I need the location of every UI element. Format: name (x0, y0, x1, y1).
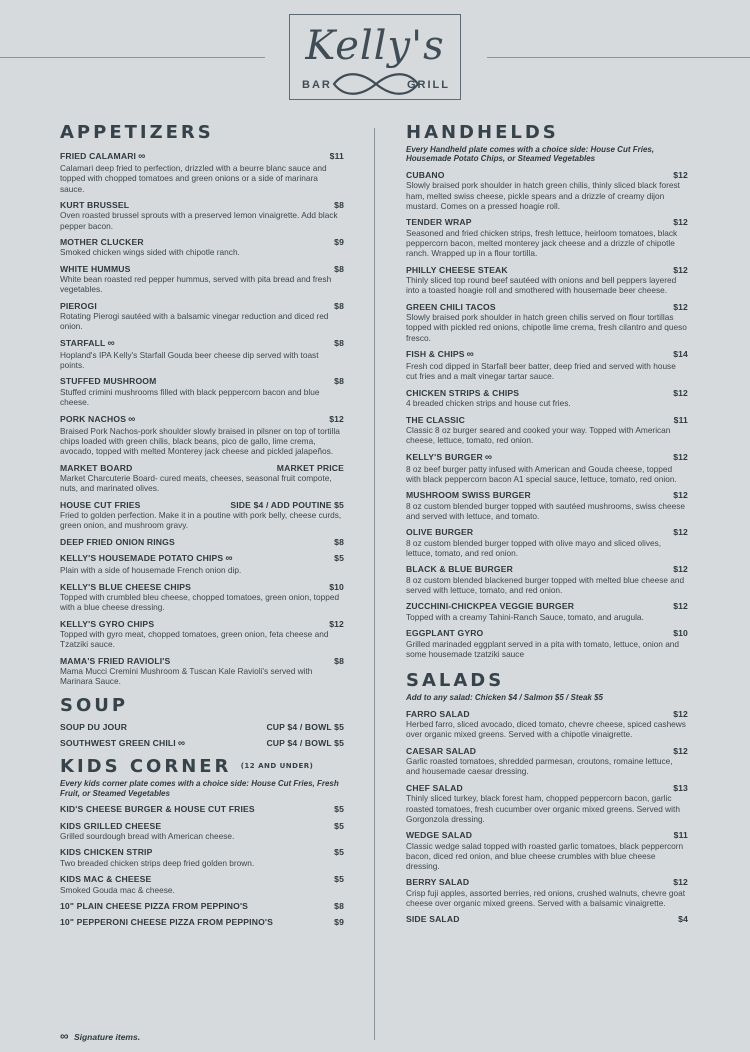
menu-item-header (60, 553, 344, 565)
menu-item-name: MAMA'S FRIED RAVIOLI'S (60, 655, 171, 666)
signature-legend (60, 1029, 140, 1043)
kids-list (60, 804, 344, 928)
menu-item (60, 804, 344, 814)
menu-item-header (406, 217, 688, 227)
menu-item-price: $9 (334, 917, 344, 928)
logo (289, 14, 461, 100)
menu-item-name-wrap (60, 500, 141, 510)
menu-item (406, 170, 688, 211)
menu-item-price: $4 (678, 914, 688, 925)
menu-item-description: Market Charcuterie Board- cured meats, cheeses, seasonal fruit compote, nuts, and marinated olives. (60, 473, 332, 494)
menu-item-description: Slowly braised pork shoulder in hatch green chilis served on flour tortillas topped with pickled red onions, chipotle lime crema, fresh cilantro and queso fresco. (406, 312, 687, 343)
kids-note: Every kids corner plate comes with a choice side: House Cut Fries, Fresh Fruit, or Steamed Vegetables (60, 779, 339, 798)
menu-item-name: OLIVE BURGER (406, 527, 474, 538)
menu-item-name-wrap (60, 376, 156, 386)
logo-rule-left (0, 57, 265, 58)
appetizers-section (60, 123, 344, 687)
menu-item-description: Grilled marinaded eggplant served in a pita with tomato, lettuce, onion and some housemade tzatziki sauce (406, 638, 680, 659)
soup-list (60, 722, 344, 751)
menu-item (406, 564, 688, 595)
menu-item-name: WEDGE SALAD (406, 830, 473, 841)
menu-item-name: THE CLASSIC (406, 414, 465, 425)
menu-item-name-wrap (406, 302, 496, 312)
menu-item-description: Braised Pork Nachos-pork shoulder slowly braised in pilsner on top of tortilla chips loaded with green chilis, black beans, pico de gallo, lime crema, avocado, topped with melted Monterey jack cheese and pickled jalapeños. (60, 425, 340, 457)
menu-item (60, 901, 344, 911)
menu-item-description: 8 oz custom blended burger topped with sautéed mushrooms, swiss cheese and served with lettuce, and tomato. (406, 500, 686, 522)
soup-section (60, 696, 344, 750)
menu-item-header (406, 452, 688, 464)
menu-item-price: $5 (334, 553, 344, 564)
menu-item-name-wrap (60, 804, 255, 814)
menu-item-name-wrap (406, 783, 463, 793)
menu-item-description: 4 breaded chicken strips and house cut fries. (406, 398, 571, 409)
menu-item-header (60, 656, 344, 666)
menu-item-price: $12 (673, 745, 688, 756)
menu-item-header (60, 821, 344, 831)
signature-icon: ∞ (138, 150, 145, 162)
menu-item-name: KELLY'S BURGER (406, 451, 483, 462)
menu-item-name-wrap (406, 452, 491, 464)
soup-title: SOUP (60, 694, 129, 716)
menu-item-price: CUP $4 / BOWL $5 (266, 738, 344, 749)
menu-item-name-wrap (406, 628, 483, 638)
menu-item-name: KELLY'S HOUSEMADE POTATO CHIPS (60, 553, 224, 564)
menu-item (60, 414, 344, 457)
menu-item-name-wrap (60, 821, 161, 831)
menu-item-price: $10 (673, 628, 688, 639)
menu-item (60, 500, 344, 531)
menu-item-description: Grilled sourdough bread with American cheese. (60, 831, 235, 842)
menu-item-name: 10" PEPPERONI CHEESE PIZZA FROM PEPPINO'S (60, 917, 273, 928)
menu-item-description: Topped with gyro meat, chopped tomatoes, green onion, feta cheese and Tzatziki sauce. (60, 629, 329, 650)
menu-item-price: $12 (329, 618, 344, 629)
menu-item (406, 415, 688, 446)
menu-item-name: PHILLY CHEESE STEAK (406, 264, 508, 275)
menu-item-name-wrap (60, 151, 144, 163)
menu-item-price: $12 (673, 387, 688, 398)
menu-item-name: 10" PLAIN CHEESE PIZZA FROM PEPPINO'S (60, 900, 249, 911)
menu-item (406, 746, 688, 777)
menu-item-price: $12 (673, 169, 688, 180)
menu-item-price: $12 (673, 708, 688, 719)
menu-item-price: $8 (334, 900, 344, 911)
menu-item-description: Herbed farro, sliced avocado, diced tomato, chevre cheese, spiced cashews over organic mixed greens. Served with a chipotle vinaigrette. (406, 719, 686, 740)
menu-item-price: $12 (673, 451, 688, 462)
menu-item-name: GREEN CHILI TACOS (406, 301, 496, 312)
menu-item-description: Seasoned and fried chicken strips, fresh lettuce, heirloom tomatoes, black peppercorn bacon, melted monterey jack cheese and a drizzle of chipotle ranch. Wrapped up in a flour tortilla. (406, 227, 678, 259)
menu-item-name: CAESAR SALAD (406, 745, 477, 756)
menu-item-header (60, 738, 344, 750)
menu-item-price: SIDE $4 / ADD POUTINE $5 (230, 499, 344, 510)
signature-icon: ∞ (107, 337, 114, 349)
menu-item-name-wrap (60, 874, 151, 884)
menu-item-name: KELLY'S BLUE CHEESE CHIPS (60, 581, 192, 592)
menu-item-header (60, 619, 344, 629)
menu-item-header (60, 537, 344, 547)
menu-item-description: Thinly sliced turkey, black forest ham, chopped peppercorn bacon, garlic roasted tomatoes, fresh cucumber over organic mixed greens. Served with Gorgonzola dressing. (406, 793, 680, 824)
menu-item-name: HOUSE CUT FRIES (60, 499, 141, 510)
menu-item-name: KURT BRUSSEL (60, 199, 130, 210)
menu-item-header (60, 414, 344, 426)
right-column (406, 118, 688, 931)
menu-item-header (60, 463, 344, 473)
menu-item-price: $8 (334, 337, 344, 348)
logo-rule-right (487, 57, 750, 58)
menu-item (60, 301, 344, 332)
menu-item-description: Thinly sliced top round beef sautéed with onions and bell peppers layered into a toasted hoagie roll and smothered with housemade beer cheese. (406, 275, 677, 296)
menu-item (406, 490, 688, 521)
menu-item-price: $11 (673, 830, 688, 841)
menu-item-description: Fried to golden perfection. Make it in a poutine with pork belly, cheese curds, green onion, and mushroom gravy. (60, 510, 342, 531)
menu-item-header (406, 601, 688, 611)
menu-item-description: Fresh cod dipped in Starfall beer batter, deep fried and served with house cut fries and a malt vinegar tartar sauce. (406, 361, 676, 382)
signature-icon: ∞ (128, 413, 135, 425)
menu-item (60, 553, 344, 575)
menu-item-name: WHITE HUMMUS (60, 263, 131, 274)
menu-item-header (60, 847, 344, 857)
menu-item (60, 874, 344, 895)
signature-legend-text: Signature items. (73, 1032, 141, 1042)
menu-item-name-wrap (60, 338, 114, 350)
menu-item-price: $12 (673, 217, 688, 228)
menu-item-name-wrap (60, 414, 134, 426)
menu-item-name: EGGPLANT GYRO (406, 628, 484, 639)
kids-title (60, 757, 344, 777)
salads-section (406, 671, 688, 925)
kids-title-age: (12 AND UNDER) (240, 762, 314, 771)
menu-item-description: Two breaded chicken strips deep fried golden brown. (60, 857, 255, 868)
menu-item-price: $12 (673, 301, 688, 312)
menu-item-header (60, 722, 344, 732)
menu-item-price: $10 (329, 581, 344, 592)
menu-item-name: SIDE SALAD (406, 914, 460, 925)
appetizers-list (60, 151, 344, 687)
menu-item-name-wrap (60, 582, 191, 592)
menu-item-price: $8 (334, 536, 344, 547)
column-divider (374, 128, 375, 1040)
menu-item (60, 376, 344, 407)
menu-item-name-wrap (60, 237, 144, 247)
menu-item-name-wrap (60, 553, 231, 565)
menu-item-description: Topped with crumbled bleu cheese, chopped tomatoes, green onion, topped with a blue cheese dressing. (60, 592, 340, 613)
menu-item-description: Mama Mucci Cremini Mushroom & Tuscan Kale Ravioli's served with Marinara Sauce. (60, 666, 313, 687)
menu-item-name: KIDS GRILLED CHEESE (60, 820, 162, 831)
menu-item-name-wrap (60, 722, 127, 732)
menu-item-header (60, 874, 344, 884)
menu-item-name: FISH & CHIPS (406, 349, 465, 360)
menu-item-name-wrap (406, 527, 473, 537)
menu-item-header (60, 200, 344, 210)
logo-word-grill: GRILL (407, 79, 450, 91)
menu-item-name-wrap (406, 388, 519, 398)
menu-item-name-wrap (60, 200, 129, 210)
menu-item-name-wrap (60, 619, 154, 629)
menu-item-header (406, 388, 688, 398)
signature-icon: ∞ (225, 553, 232, 565)
menu-item-name: KID'S CHEESE BURGER & HOUSE CUT FRIES (60, 804, 255, 815)
menu-item-header (406, 783, 688, 793)
menu-item-description: Calamari deep fried to perfection, drizzled with a beurre blanc sauce and topped with chopped tomatoes and green onions or a side of marinara sauce. (60, 162, 327, 194)
menu-item-header (60, 917, 344, 927)
logo-word-bar: BAR (302, 79, 332, 91)
menu-item-name: MOTHER CLUCKER (60, 236, 144, 247)
menu-item-name: KIDS MAC & CHEESE (60, 874, 152, 885)
menu-item-header (60, 376, 344, 386)
logo-name: Kelly's (305, 23, 445, 69)
menu-item-description: Slowly braised pork shoulder in hatch green chilis, thinly sliced black forest ham, melted swiss cheese, pickle spears and a drizzle of creamy dijon mustard. Comes on a pressed hoagie roll. (406, 180, 680, 212)
menu-item-header (60, 151, 344, 163)
menu-item-price: $5 (334, 804, 344, 815)
menu-item (60, 821, 344, 842)
menu-item (406, 265, 688, 296)
menu-item-price: $12 (673, 877, 688, 888)
salads-title: SALADS (406, 670, 505, 692)
menu-item-price: $13 (673, 782, 688, 793)
menu-item-name: STARFALL (60, 337, 106, 348)
menu-item (406, 628, 688, 659)
menu-item-price: CUP $4 / BOWL $5 (266, 721, 344, 732)
menu-item-name-wrap (60, 656, 170, 666)
menu-item (60, 582, 344, 613)
menu-item-name: BERRY SALAD (406, 877, 470, 888)
menu-item-name-wrap (60, 738, 184, 750)
menu-item-header (406, 415, 688, 425)
menu-item-price: MARKET PRICE (276, 462, 344, 473)
menu-item-name-wrap (60, 463, 132, 473)
handhelds-title: HANDHELDS (406, 122, 559, 143)
menu-item-price: $12 (673, 601, 688, 612)
menu-item-name: ZUCCHINI-CHICKPEA VEGGIE BURGER (406, 601, 575, 612)
menu-item-header (406, 628, 688, 638)
menu-item-price: $12 (673, 264, 688, 275)
signature-icon: ∞ (466, 349, 473, 361)
menu-item-header (406, 877, 688, 887)
menu-item (60, 264, 344, 295)
signature-icon: ∞ (484, 451, 492, 463)
menu-item-header (60, 301, 344, 311)
menu-item (60, 722, 344, 732)
menu-item-header (406, 265, 688, 275)
menu-item-price: $12 (673, 527, 688, 538)
menu-item (60, 151, 344, 194)
menu-item-description: Rotating Pierogi sautéed with a balsamic vinegar reduction and diced red onion. (60, 311, 329, 332)
menu-item-price: $8 (334, 300, 344, 311)
menu-item-name: CHICKEN STRIPS & CHIPS (406, 387, 520, 398)
menu-item (406, 349, 688, 382)
menu-item-price: $11 (673, 414, 688, 425)
kids-section (60, 757, 344, 928)
menu-item-description: Smoked chicken wings sided with chipotle ranch. (60, 247, 240, 258)
menu-item (60, 200, 344, 231)
menu-item-header (60, 582, 344, 592)
menu-item-name-wrap (406, 415, 465, 425)
menu-item-price: $14 (673, 349, 688, 360)
menu-item-name-wrap (60, 847, 152, 857)
menu-item-name-wrap (60, 301, 97, 311)
menu-item-name-wrap (406, 217, 472, 227)
menu-item-description: Topped with a creamy Tahini-Ranch Sauce, tomato, and arugula. (406, 611, 644, 622)
menu-item (60, 537, 344, 547)
menu-item-name: PIEROGI (60, 300, 97, 311)
menu-item-header (406, 746, 688, 756)
menu-item-description: Plain with a side of housemade French onion dip. (60, 565, 242, 576)
menu-item-description: Garlic roasted tomatoes, shredded parmesan, croutons, romaine lettuce, and housemade caesar dressing. (406, 756, 673, 777)
menu-item (406, 527, 688, 558)
menu-item (60, 917, 344, 927)
signature-icon: ∞ (177, 738, 184, 750)
menu-item (60, 237, 344, 258)
menu-item-name-wrap (406, 914, 460, 924)
menu-item-description: Oven roasted brussel sprouts with a preserved lemon vinaigrette. Add black pepper bacon. (60, 210, 338, 231)
menu-item-name-wrap (406, 877, 469, 887)
handhelds-note: Every Handheld plate comes with a choice side: House Cut Fries, Housemade Potato Chips, or Steamed Vegetables (406, 144, 655, 164)
menu-item-name-wrap (406, 564, 513, 574)
menu-item-header (406, 527, 688, 537)
left-column (60, 118, 344, 934)
handhelds-section (406, 123, 688, 659)
menu-item (406, 709, 688, 740)
menu-item-header (406, 830, 688, 840)
menu-item-price: $5 (334, 847, 344, 858)
menu-item-name-wrap (406, 490, 531, 500)
menu-item-price: $5 (334, 820, 344, 831)
menu-item (406, 601, 688, 622)
menu-item-description: 8 oz custom blended blackened burger topped with melted blue cheese and served with lettuce, tomato, and red onion. (406, 574, 685, 596)
menu-item-name: SOUP DU JOUR (60, 721, 128, 732)
menu-item (406, 783, 688, 824)
menu-item (406, 830, 688, 871)
menu-item (60, 463, 344, 494)
appetizers-title: APPETIZERS (60, 122, 214, 143)
kids-title-text: KIDS CORNER (60, 756, 232, 778)
menu-item-header (60, 338, 344, 350)
menu-item (60, 338, 344, 371)
menu-item-name: BLACK & BLUE BURGER (406, 564, 513, 575)
menu-item-header (60, 804, 344, 814)
menu-item-name-wrap (60, 901, 248, 911)
menu-item-description: Stuffed crimini mushrooms filled with black peppercorn bacon and blue cheese. (60, 386, 320, 408)
menu-item (60, 738, 344, 750)
menu-item-name-wrap (60, 264, 131, 274)
menu-item (406, 914, 688, 924)
menu-item-name: FRIED CALAMARI (60, 150, 137, 161)
menu-item-name: CHEF SALAD (406, 782, 463, 793)
menu-item (60, 847, 344, 868)
menu-item-name-wrap (406, 265, 508, 275)
menu-item-header (406, 564, 688, 574)
menu-item-description: Smoked Gouda mac & cheese. (60, 884, 175, 895)
menu-item-price: $8 (334, 655, 344, 666)
salads-list (406, 709, 688, 925)
menu-item-name: STUFFED MUSHROOM (60, 376, 157, 387)
menu-item-header (406, 490, 688, 500)
menu-item-price: $12 (329, 413, 344, 424)
menu-item-name-wrap (60, 917, 273, 927)
menu-item-price: $8 (334, 376, 344, 387)
menu-item-price: $8 (334, 199, 344, 210)
menu-item-description: Crisp fuji apples, assorted berries, red onions, crushed walnuts, chevre goat cheese over organic mixed greens. Served with a balsamic vinaigrette. (406, 887, 686, 909)
menu-item (60, 619, 344, 650)
menu-item (406, 452, 688, 485)
menu-item-header (60, 500, 344, 510)
menu-item-header (406, 349, 688, 361)
menu-item-name-wrap (406, 830, 472, 840)
menu-item (60, 656, 344, 687)
salads-note: Add to any salad: Chicken $4 / Salmon $5 / Steak $5 (406, 693, 603, 703)
menu-item-description: 8 oz custom blended burger topped with olive mayo and sliced olives, lettuce, tomato, and red onion. (406, 537, 662, 559)
menu-item-name: DEEP FRIED ONION RINGS (60, 536, 175, 547)
menu-item-name: KIDS CHICKEN STRIP (60, 847, 153, 858)
menu-item-header (406, 914, 688, 924)
menu-item (406, 388, 688, 409)
menu-item-description: 8 oz beef burger patty infused with American and Gouda cheese, topped with black peppercorn bacon A1 special sauce, lettuce, tomato, red onion. (406, 463, 677, 485)
menu-item-name-wrap (406, 349, 473, 361)
menu-item-price: $11 (329, 150, 344, 161)
menu-item (406, 302, 688, 343)
menu-item-price: $12 (673, 490, 688, 501)
menu-item-price: $12 (673, 564, 688, 575)
menu-item-name-wrap (406, 709, 470, 719)
menu-item-name-wrap (406, 601, 574, 611)
menu-item-name: MARKET BOARD (60, 462, 133, 473)
menu-item-description: Classic 8 oz burger seared and cooked your way. Topped with American cheese, lettuce, tomato, red onion. (406, 425, 671, 446)
menu-item-header (60, 901, 344, 911)
menu-item-header (60, 237, 344, 247)
menu-item-description: Classic wedge salad topped with roasted garlic tomatoes, black peppercorn bacon, diced red onion, and blue cheese crumbles with blue cheese dressing. (406, 840, 684, 872)
menu-item-name: PORK NACHOS (60, 413, 127, 424)
menu-item-header (406, 170, 688, 180)
menu-item-description: Hopland's IPA Kelly's Starfall Gouda beer cheese dip served with toast points. (60, 349, 319, 371)
menu-item-name: FARRO SALAD (406, 708, 470, 719)
menu-item-name-wrap (406, 746, 476, 756)
menu-item-header (60, 264, 344, 274)
menu-item-name-wrap (60, 537, 175, 547)
menu-item-price: $5 (334, 874, 344, 885)
menu-item-name: CUBANO (406, 169, 445, 180)
menu-item-price: $9 (334, 236, 344, 247)
menu-item (406, 217, 688, 258)
menu-item (406, 877, 688, 908)
menu-item-price: $8 (334, 263, 344, 274)
menu-item-header (406, 302, 688, 312)
signature-icon: ∞ (60, 1029, 68, 1043)
menu-item-header (406, 709, 688, 719)
menu-item-name: KELLY'S GYRO CHIPS (60, 618, 155, 629)
menu-item-name-wrap (406, 170, 445, 180)
menu-item-description: White bean roasted red pepper hummus, served with pita bread and fresh vegetables. (60, 274, 332, 295)
menu-item-name: MUSHROOM SWISS BURGER (406, 490, 531, 501)
menu-item-name: TENDER WRAP (406, 217, 472, 228)
menu-item-name: SOUTHWEST GREEN CHILI (60, 738, 176, 749)
handhelds-list (406, 170, 688, 659)
